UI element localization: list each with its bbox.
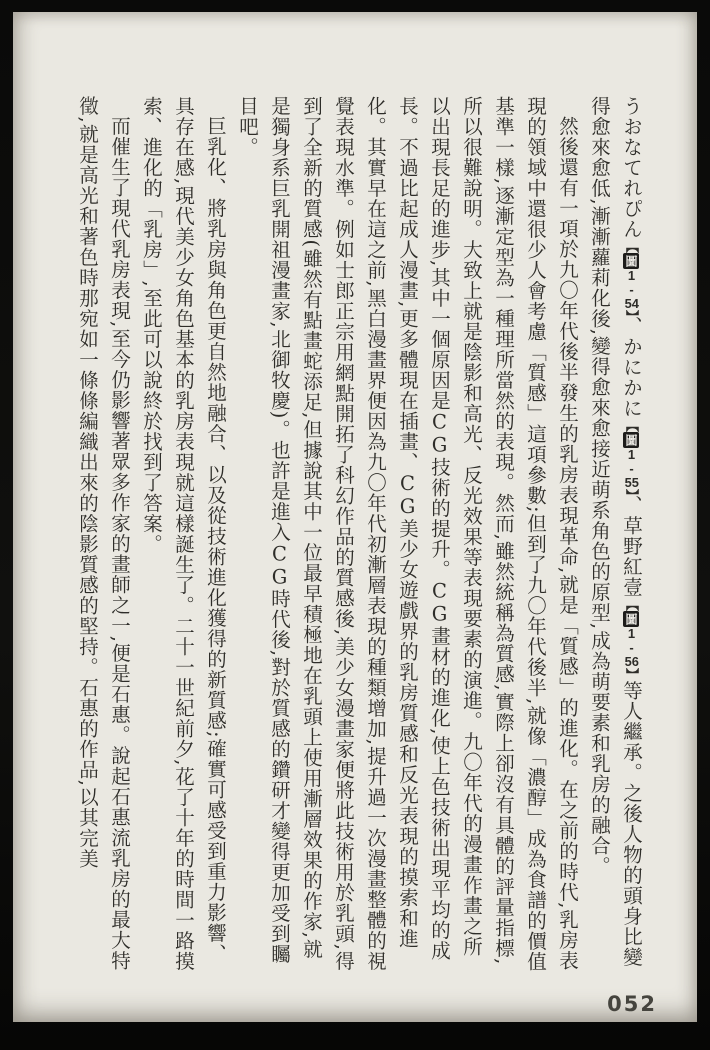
latin-run: CG	[268, 542, 291, 589]
paragraph: 而催生了現代乳房表現,至今仍影響著眾多作家的畫師之一,便是石惠。說起石惠流乳房的最大特徵,就是高光和著色時那宛如一條條編織出來的陰影質感的堅持。石惠的作品,以其完美	[76, 96, 131, 971]
paragraph: 然後還有一項於九〇年代後半發生的乳房表現革命,就是「質感」的進化。在之前的時代,乳房表現的領域中還很少人會考慮「質感」這項參數;但到了九〇年代後半,就像「濃醇」成為食譜的價值基準一樣,逐漸定型為一種理所當然的表現。然而,雖然統稱為質感,實際上卻沒有具體的評量指標,所以很難說明。大致上就是陰影和高光、反光效果等表現要素的演進。九〇年代的漫畫作畫之所以出現長足的進步,其中一個原因是CG技術的提升。CG畫材的進化,使上色技術出現平均的成長。不過比起成人漫畫,更多體現在插畫、CG美少女遊戲界的乳房質感和反光表現的摸索和進化。其實早在這之前,黑白漫畫界便因為九〇年代初漸層表現的種類增加,提升過一次漫畫整體的視覺表現水準。例如士郎正宗用網點開拓了科幻作品的質感後,美少女漫畫家便將此技術用於乳頭,得到了全新的質感(雖然有點畫蛇添足,但據說其中一位最早積極地在乳頭上使用漸層效果的作家,就是獨身系巨乳開祖漫畫家,北御牧慶)。也許是進入CG時代後,對於質感的鑽研才變得更加受到矚目吧。	[236, 96, 579, 972]
latin-run: CG	[428, 579, 451, 626]
paragraph: うおなてれぴん【圖1-54】、かにかに【圖1-55】、草野紅壹【圖1-56】等人繼承。之後人物的頭身比變得愈來愈低,漸漸蘿莉化後,變得愈來愈接近萌系角色的原型,成為萌要素和乳房的融合。	[588, 96, 643, 968]
latin-run: CG	[428, 410, 451, 457]
book-page	[13, 12, 697, 1022]
figure-ref: 【圖1-55】	[624, 418, 639, 495]
page-number: 052	[607, 992, 657, 1016]
article-text	[61, 96, 647, 972]
latin-run: CG	[396, 472, 419, 519]
figure-box-icon: 圖	[624, 254, 638, 267]
figure-box-icon: 圖	[624, 433, 638, 446]
paragraph: 巨乳化、將乳房與角色更自然地融合、以及從技術進化獲得的新質感;確實可感受到重力影響、具存在感,現代美少女角色基本的乳房表現就這樣誕生了。二十一世紀前夕,花了十年的時間一路摸索、進化的「乳房」,至此可以說終於找到了答案。	[140, 96, 227, 972]
figure-ref: 【圖1-54】	[624, 239, 639, 316]
figure-box-icon: 圖	[624, 612, 638, 625]
figure-ref: 【圖1-56】	[624, 597, 639, 681]
